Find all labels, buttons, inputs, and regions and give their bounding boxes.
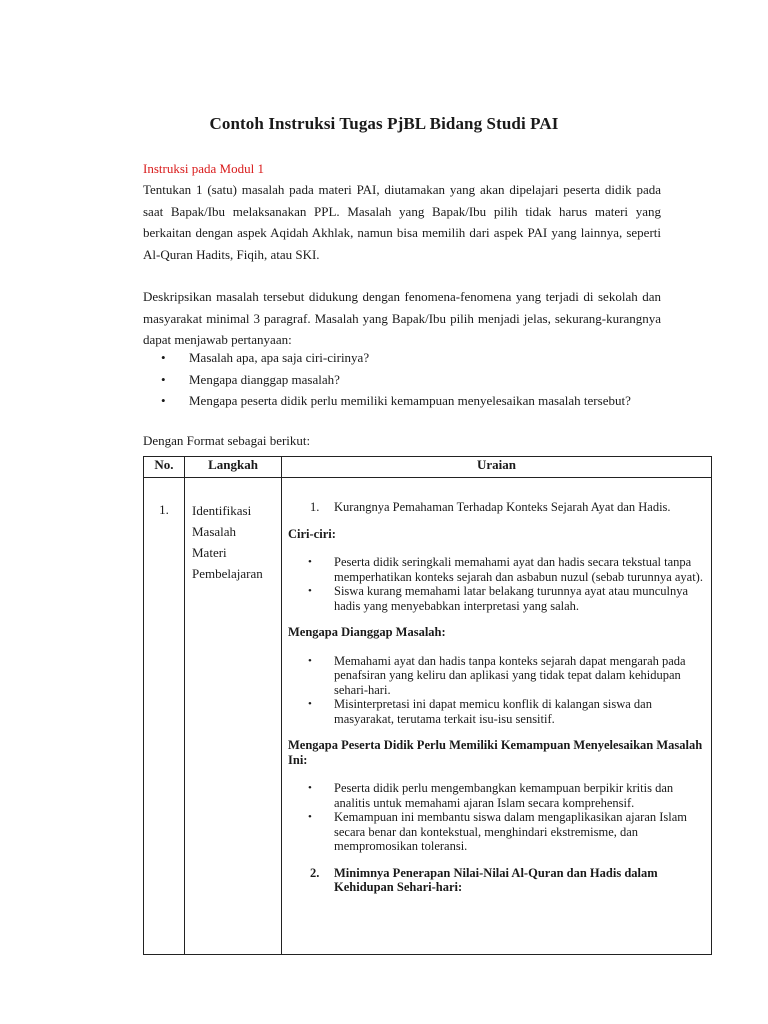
- bullet-icon: •: [308, 654, 312, 667]
- row-step: [185, 478, 282, 955]
- instruction-paragraph-2: Deskripsikan masalah tersebut didukung dengan fenomena-fenomena yang terjadi di sekolah dan masyarakat minimal 3 paragraf. Masalah yang Bapak/Ibu pilih menjadi jelas, sekurang-kurangnya dapat menjawab pertanyaan:: [143, 289, 661, 347]
- bullet-icon: •: [161, 350, 166, 365]
- format-table: [143, 456, 712, 955]
- bullet-icon: •: [308, 556, 312, 568]
- mengapa-list: [288, 654, 705, 727]
- numbered-item-2: 2. Minimnya Penerapan Nilai-Nilai Al-Quran dan Hadis dalam Kehidupan Sehari-hari:: [310, 865, 658, 894]
- numbered-item-1: 1. Kurangnya Pemahaman Terhadap Konteks Sejarah Ayat dan Hadis.: [310, 500, 671, 514]
- perlu-heading: Mengapa Peserta Didik Perlu Memiliki Kemampuan Menyelesaikan Masalah Ini:: [288, 738, 703, 767]
- bullet-icon: •: [161, 393, 166, 408]
- instruction-paragraph-1: Tentukan 1 (satu) masalah pada materi PAI, diutamakan yang akan dipelajari peserta didik pada saat Bapak/Ibu melaksanakan PPL. Masalah yang Bapak/Ibu pilih tidak harus materi yang berkaitan dengan aspek Aqidah Akhlak, namun bisa memilih dari aspek PAI yang lainnya, seperti Al-Quran Hadits, Fiqih, atau SKI.: [143, 182, 661, 262]
- bullet-icon: •: [308, 811, 312, 823]
- row-description: [282, 478, 712, 955]
- question-list: [143, 347, 661, 412]
- list-item: • Peserta didik perlu mengembangkan kemampuan berpikir kritis dan analitis untuk memahami ajaran Islam secara komprehensif.: [308, 781, 674, 810]
- question-item: • Masalah apa, apa saja ciri-cirinya?: [143, 347, 661, 369]
- row-number: 1.: [144, 478, 185, 955]
- bullet-icon: •: [161, 371, 166, 387]
- bullet-icon: •: [308, 585, 312, 597]
- list-item: • Peserta didik seringkali memahami ayat dan hadis secara tekstual tanpa memperhatikan konteks sejarah dan asbabun nuzul (sebab turunnya ayat).: [308, 555, 703, 584]
- module-heading: Instruksi pada Modul 1: [143, 161, 264, 176]
- ciri-list: [288, 555, 705, 613]
- list-item: • Misinterpretasi ini dapat memicu konflik di kalangan siswa dan masyarakat, terutama terkait isu-isu sensitif.: [308, 697, 652, 726]
- header-step: Langkah: [185, 457, 282, 478]
- perlu-list: [288, 781, 705, 854]
- mengapa-heading: Mengapa Dianggap Masalah:: [288, 625, 446, 639]
- document-title: Contoh Instruksi Tugas PjBL Bidang Studi PAI: [209, 114, 559, 133]
- question-item: • Mengapa dianggap masalah?: [143, 369, 661, 391]
- question-item: • Mengapa peserta didik perlu memiliki kemampuan menyelesaikan masalah tersebut?: [143, 390, 661, 412]
- header-desc: Uraian: [282, 457, 712, 478]
- step-line: Materi: [192, 545, 227, 560]
- ciri-heading: Ciri-ciri:: [288, 526, 336, 541]
- table-row: [144, 478, 712, 955]
- step-line: Masalah: [192, 524, 237, 539]
- list-item: • Kemampuan ini membantu siswa dalam mengaplikasikan ajaran Islam secara benar dan kontekstual, menghindari ekstremisme, dan mempromosikan toleransi.: [308, 810, 688, 853]
- header-no: No.: [144, 457, 185, 478]
- list-item: • Siswa kurang memahami latar belakang turunnya ayat atau munculnya hadis yang menyebabkan interpretasi yang salah.: [308, 584, 689, 613]
- format-intro: Dengan Format sebagai berikut:: [143, 433, 311, 448]
- table-header-row: [144, 457, 712, 478]
- bullet-icon: •: [308, 782, 312, 794]
- list-item: • Memahami ayat dan hadis tanpa konteks sejarah dapat mengarah pada penafsiran yang keliru dan aplikasi yang tidak tepat dalam kehidupan sehari-hari.: [308, 653, 686, 697]
- step-line: Pembelajaran: [192, 566, 263, 581]
- bullet-icon: •: [308, 698, 312, 710]
- step-line: Identifikasi: [192, 503, 252, 518]
